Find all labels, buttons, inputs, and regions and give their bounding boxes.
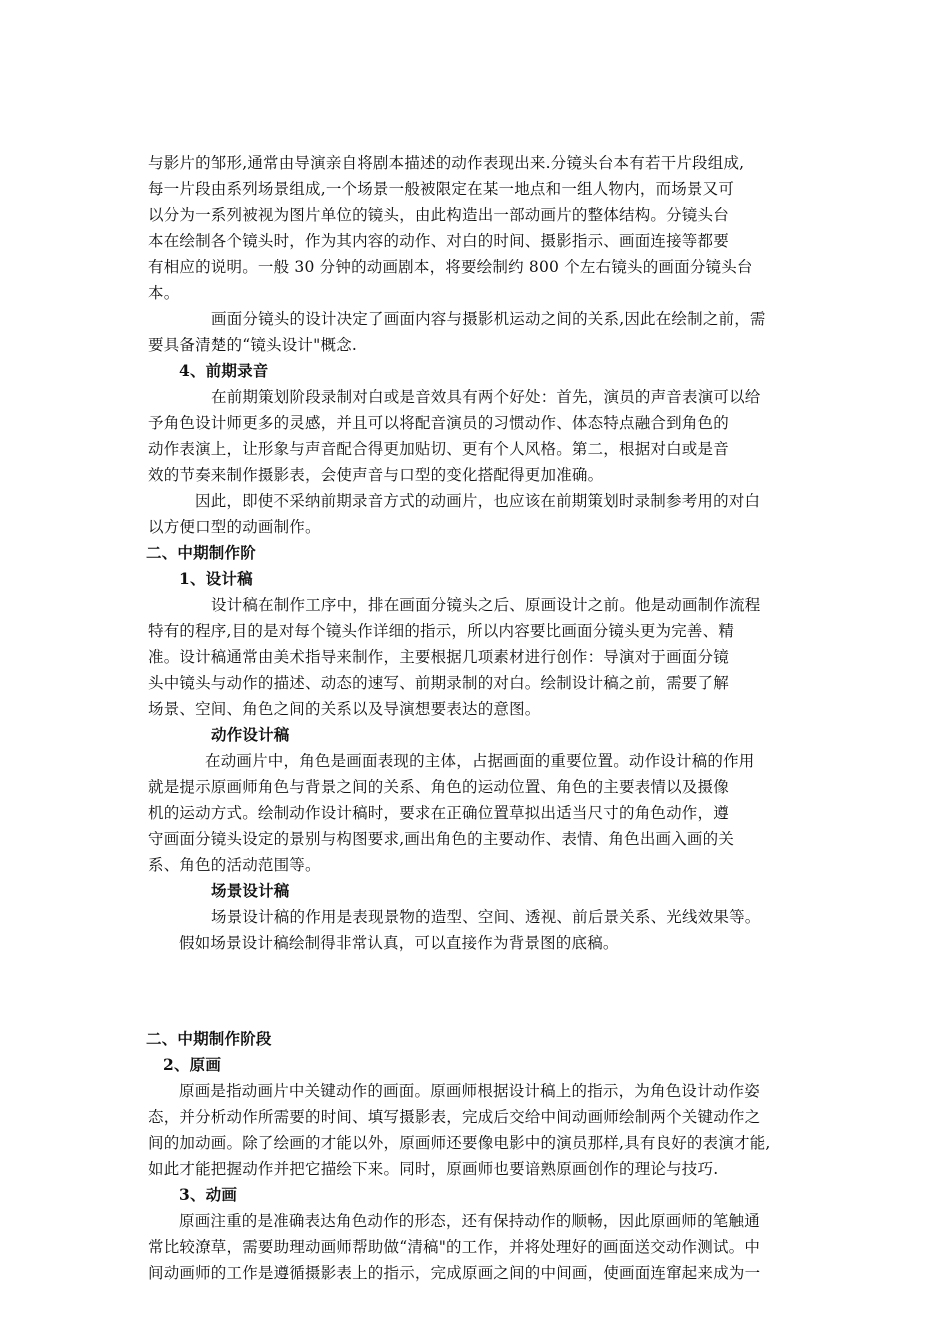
paragraph-line: 态，并分析动作所需要的时间、填写摄影表，完成后交给中间动画师绘制两个关键动作之	[148, 1108, 761, 1126]
paragraph-line: 头中镜头与动作的描述、动态的速写、前期录制的对白。绘制设计稿之前，需要了解	[148, 674, 729, 692]
paragraph-line: 在动画片中，角色是画面表现的主体，占据画面的重要位置。动作设计稿的作用	[205, 752, 755, 770]
paragraph-line: 原画注重的是准确表达角色动作的形态，还有保持动作的顺畅，因此原画师的笔触通	[179, 1212, 760, 1230]
paragraph-line: 画面分镜头的设计决定了画面内容与摄影机运动之间的关系,因此在绘制之前，需	[211, 310, 766, 328]
chapter-heading: 二、中期制作阶段	[146, 1029, 272, 1048]
paragraph-line: 动作表演上，让形象与声音配合得更加贴切、更有个人风格。第二，根据对白或是音	[148, 440, 729, 458]
paragraph-line: 间动画师的工作是遵循摄影表上的指示，完成原画之间的中间画，使画面连窜起来成为一	[148, 1264, 761, 1282]
subsection-heading: 场景设计稿	[211, 881, 290, 900]
paragraph-line: 以方便口型的动画制作。	[148, 518, 321, 536]
paragraph-line: 假如场景设计稿绘制得非常认真，可以直接作为背景图的底稿。	[179, 934, 619, 952]
chapter-heading: 二、中期制作阶	[146, 543, 256, 562]
paragraph-line: 准。设计稿通常由美术指导来制作，主要根据几项素材进行创作：导演对于画面分镜	[148, 648, 729, 666]
paragraph-line: 本。	[148, 284, 180, 302]
paragraph-line: 在前期策划阶段录制对白或是音效具有两个好处：首先，演员的声音表演可以给	[211, 388, 761, 406]
section-heading: 2、原画	[163, 1055, 222, 1074]
section-heading: 4、前期录音	[179, 361, 269, 380]
paragraph-line: 有相应的说明。一般 30 分钟的动画剧本，将要绘制约 800 个左右镜头的画面分镜头台	[148, 258, 753, 276]
paragraph-line: 常比较潦草，需要助理动画师帮助做“清稿"的工作，并将处理好的画面送交动作测试。中	[148, 1238, 761, 1256]
subsection-heading: 动作设计稿	[211, 725, 290, 744]
paragraph-line: 特有的程序,目的是对每个镜头作详细的指示，所以内容要比画面分镜头更为完善、精	[148, 622, 735, 640]
paragraph-line: 原画是指动画片中关键动作的画面。原画师根据设计稿上的指示，为角色设计动作姿	[179, 1082, 760, 1100]
paragraph-line: 因此，即使不采纳前期录音方式的动画片，也应该在前期策划时录制参考用的对白	[195, 492, 761, 510]
paragraph-line: 与影片的邹形,通常由导演亲自将剧本描述的动作表现出来.分镜头台本有若干片段组成,	[148, 154, 745, 172]
paragraph-line: 予角色设计师更多的灵感，并且可以将配音演员的习惯动作、体态特点融合到角色的	[148, 414, 729, 432]
paragraph-line: 系、角色的活动范围等。	[148, 856, 321, 874]
paragraph-line: 效的节奏来制作摄影表，会使声音与口型的变化搭配得更加准确。	[148, 466, 604, 484]
paragraph-line: 就是提示原画师角色与背景之间的关系、角色的运动位置、角色的主要表情以及摄像	[148, 778, 729, 796]
paragraph-line: 场景设计稿的作用是表现景物的造型、空间、透视、前后景关系、光线效果等。	[211, 908, 761, 926]
paragraph-line: 本在绘制各个镜头时，作为其内容的动作、对白的时间、摄影指示、画面连接等都要	[148, 232, 729, 250]
paragraph-line: 守画面分镜头设定的景别与构图要求,画出角色的主要动作、表情、角色出画入画的关	[148, 830, 735, 848]
paragraph-line: 机的运动方式。绘制动作设计稿时，要求在正确位置草拟出适当尺寸的角色动作，遵	[148, 804, 729, 822]
paragraph-line: 每一片段由系列场景组成,一个场景一般被限定在某一地点和一组人物内，而场景又可	[148, 180, 735, 198]
paragraph-line: 间的加动画。除了绘画的才能以外，原画师还要像电影中的演员那样,具有良好的表演才能,	[148, 1134, 771, 1152]
paragraph-line: 场景、空间、角色之间的关系以及导演想要表达的意图。	[148, 700, 541, 718]
section-heading: 3、动画	[179, 1185, 238, 1204]
paragraph-line: 要具备清楚的“镜头设计"概念.	[148, 336, 357, 354]
paragraph-line: 如此才能把握动作并把它描绘下来。同时，原画师也要谙熟原画创作的理论与技巧.	[148, 1160, 719, 1178]
paragraph-line: 以分为一系列被视为图片单位的镜头，由此构造出一部动画片的整体结构。分镜头台	[148, 206, 729, 224]
paragraph-line: 设计稿在制作工序中，排在画面分镜头之后、原画设计之前。他是动画制作流程	[211, 596, 761, 614]
section-heading: 1、设计稿	[179, 569, 253, 588]
